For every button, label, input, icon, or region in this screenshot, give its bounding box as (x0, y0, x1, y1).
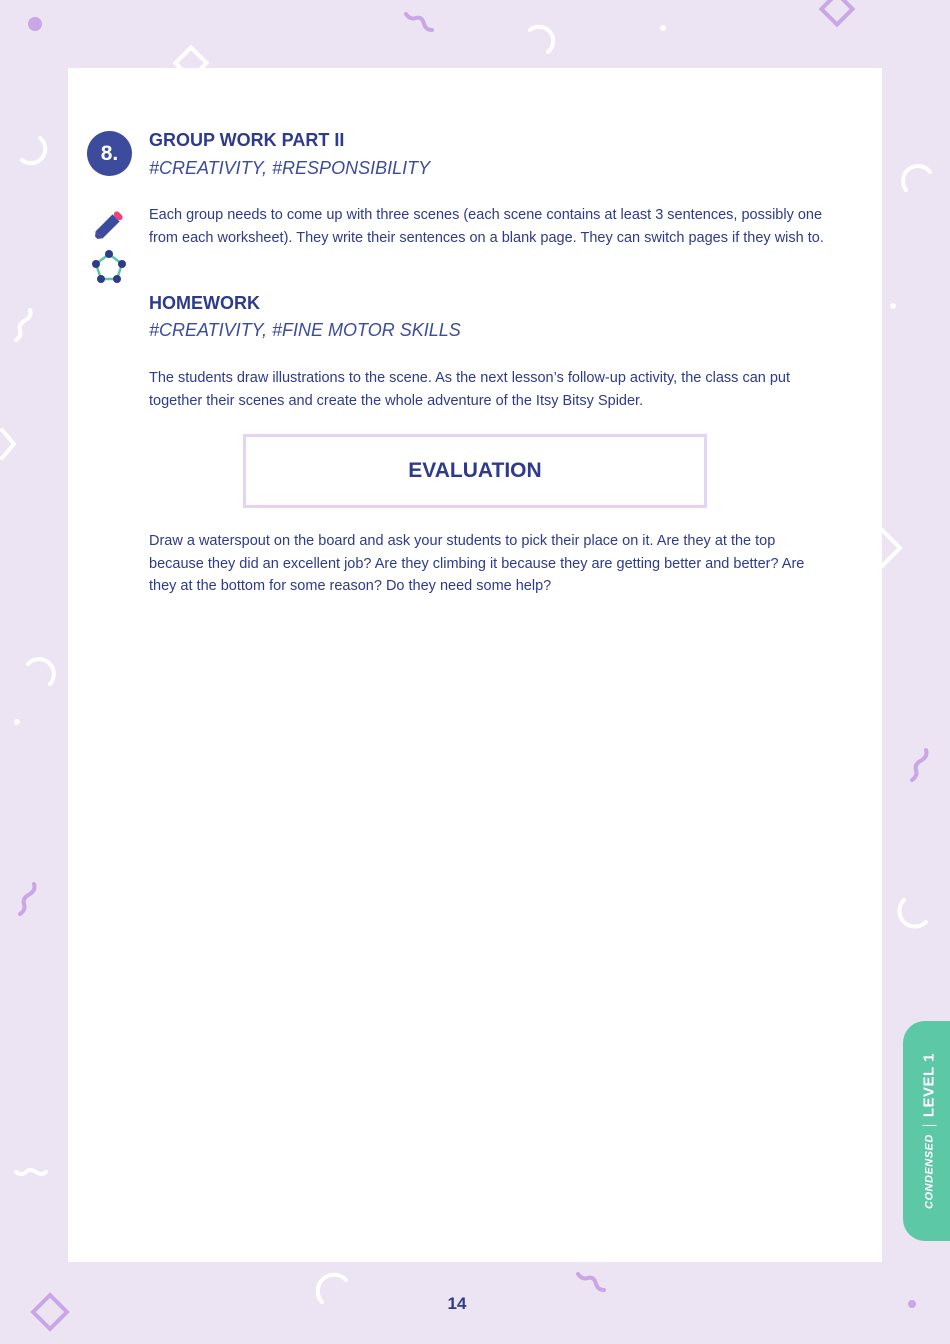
pencil-icon (89, 205, 129, 245)
activity-number-badge: 8. (87, 131, 132, 176)
evaluation-title: EVALUATION (408, 459, 542, 482)
level-label: LEVEL 1 (920, 1053, 938, 1118)
tab-separator (922, 1125, 936, 1126)
homework-description: The students draw illustrations to the scene. As the next lesson’s follow-up activity, the class can put together their scenes and create the whole adventure of the Itsy Bitsy Spider. (149, 370, 791, 409)
homework-title: HOMEWORK (149, 293, 260, 313)
activity-title: GROUP WORK PART II (149, 130, 345, 150)
group-network-icon (91, 250, 127, 284)
evaluation-box (243, 434, 707, 508)
evaluation-description: Draw a waterspout on the board and ask your students to pick their place on it. Are they at the top because they did an excellent job? Are they climbing it because they are getting better and better? Are they at the bottom for some reason? Do they need some help? (149, 533, 805, 594)
homework-tags: #CREATIVITY, #FINE MOTOR SKILLS (149, 320, 461, 340)
activity-description: Each group needs to come up with three scenes (each scene contains at least 3 sentences, possibly one from each worksheet). They write their sentences on a blank page. They can switch pages if they wish to. (149, 207, 824, 246)
activity-tags: #CREATIVITY, #RESPONSIBILITY (149, 158, 431, 178)
condensed-label: CONDENSED (923, 1134, 935, 1209)
level-tab (903, 1021, 950, 1241)
page-number: 14 (447, 1294, 467, 1313)
